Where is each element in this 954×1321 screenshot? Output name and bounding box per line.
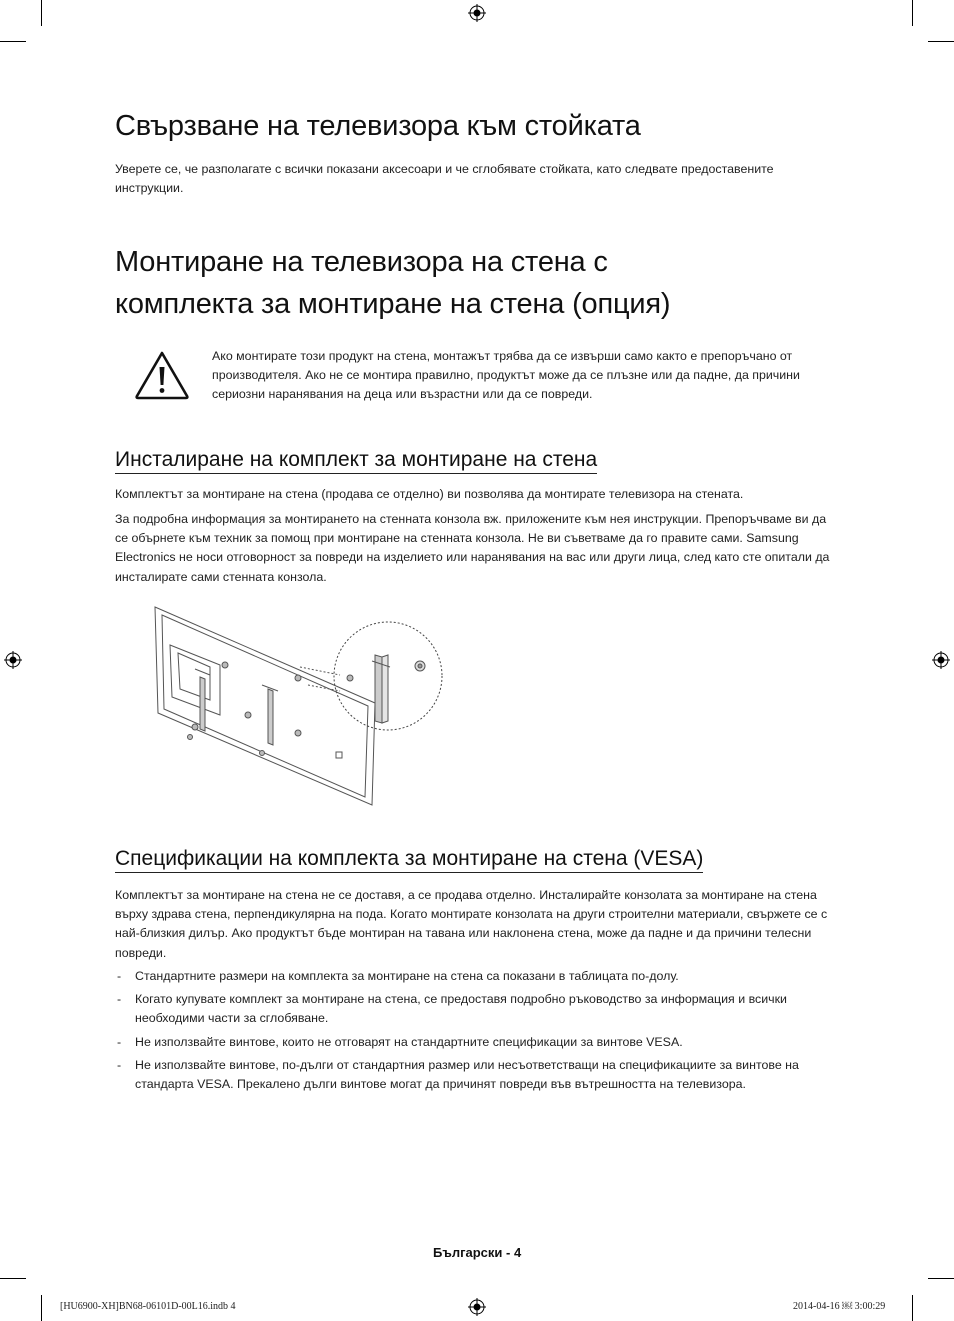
- page-number: Български - 4: [433, 1245, 522, 1260]
- list-item: [115, 1056, 837, 1094]
- list-item-text: Не използвайте винтове, по-дълги от стандартния размер или несъответстващи на спецификациите за винтове на стандарта VESA. Прекалено дълги винтове могат да причинят повреди във вътрешността на телевизора.: [135, 1057, 799, 1092]
- registration-mark-icon: [468, 1298, 486, 1316]
- registration-mark-icon: [468, 4, 486, 22]
- vesa-specs-para: Комплектът за монтиране на стена не се доставя, а се продава отделно. Инсталирайте конзолата за монтиране на стена върху здрава стена, перпендикулярна на пода. Когато монтирате конзолата на други строителни материали, свържете се с най-близкия дилър. Ако продуктът бъде монтиран на тавана или наклонена стена, може да падне и да причини телесни повреди.: [115, 888, 828, 960]
- list-item-text: Не използвайте винтове, които не отговарят на стандартните спецификации за винтове VESA.: [135, 1034, 683, 1049]
- crop-mark: [41, 0, 42, 26]
- list-item: [115, 967, 837, 986]
- crop-mark: [912, 0, 913, 26]
- list-item: [115, 990, 837, 1028]
- list-item-text: Когато купувате комплект за монтиране на стена, се предоставя подробно ръководство за информация и всички необходими части за сглобяване.: [135, 992, 787, 1026]
- list-dash: -: [117, 992, 122, 1007]
- crop-mark: [0, 1278, 26, 1279]
- wall-mount-warning-text: Ако монтирате този продукт на стена, монтажът трябва да се извърши само както е препоръчано от производителя. Ако не се монтира правилно, продуктът може да се плъзне или да падне, да причини сериозни наранявания на деца или възрастни или да се повреди.: [212, 349, 800, 402]
- crop-mark: [41, 1295, 42, 1321]
- section-title-stand: Свързване на телевизора към стойката: [115, 110, 641, 142]
- install-kit-para2: За подробна информация за монтирането на стенната конзола вж. приложените към нея инструкции. Препоръчваме ви да се обърнете към техник за помощ при монтиране на стенната конзола. Не ви съветваме да го правите сами. Samsung Electronics не носи отговорност за повреди на изделието или наранявания на вас или други лица, след като сте опитали да инсталирате сами стенната конзола.: [115, 512, 830, 584]
- install-kit-para1: Комплектът за монтиране на стена (продава се отделно) ви позволява да монтирате телевизора на стената.: [115, 487, 744, 501]
- warning-triangle-icon: [133, 349, 191, 401]
- list-dash: -: [117, 1057, 122, 1072]
- list-item: [115, 1033, 837, 1052]
- section-title-vesa-specs: Спецификации на комплекта за монтиране на стена (VESA): [115, 847, 703, 873]
- print-slug-left: [HU6900-XH]BN68-06101D-00L16.indb 4: [60, 1301, 236, 1312]
- crop-mark: [928, 1278, 954, 1279]
- print-slug-right: 2014-04-16 ￼ 3:00:29: [793, 1301, 886, 1312]
- section-title-wall-mount-line1: Монтиране на телевизора на стена с: [115, 246, 608, 278]
- wall-mount-illustration: [150, 605, 450, 810]
- crop-mark: [928, 41, 954, 42]
- section-title-wall-mount-line2: комплекта за монтиране на стена (опция): [115, 288, 671, 320]
- vesa-notes-list: [115, 967, 837, 1098]
- section-title-install-kit: Инсталиране на комплект за монтиране на стена: [115, 448, 597, 474]
- registration-mark-icon: [932, 651, 950, 669]
- list-dash: -: [117, 1034, 122, 1049]
- list-dash: -: [117, 969, 122, 983]
- crop-mark: [0, 41, 26, 42]
- stand-instructions-text: Уверете се, че разполагате с всички показани аксесоари и че сглобявате стойката, като следвате предоставените инструкции.: [115, 162, 774, 196]
- list-item-text: Стандартните размери на комплекта за монтиране на стена са показани в таблицата по-долу.: [135, 969, 679, 983]
- crop-mark: [912, 1295, 913, 1321]
- registration-mark-icon: [4, 651, 22, 669]
